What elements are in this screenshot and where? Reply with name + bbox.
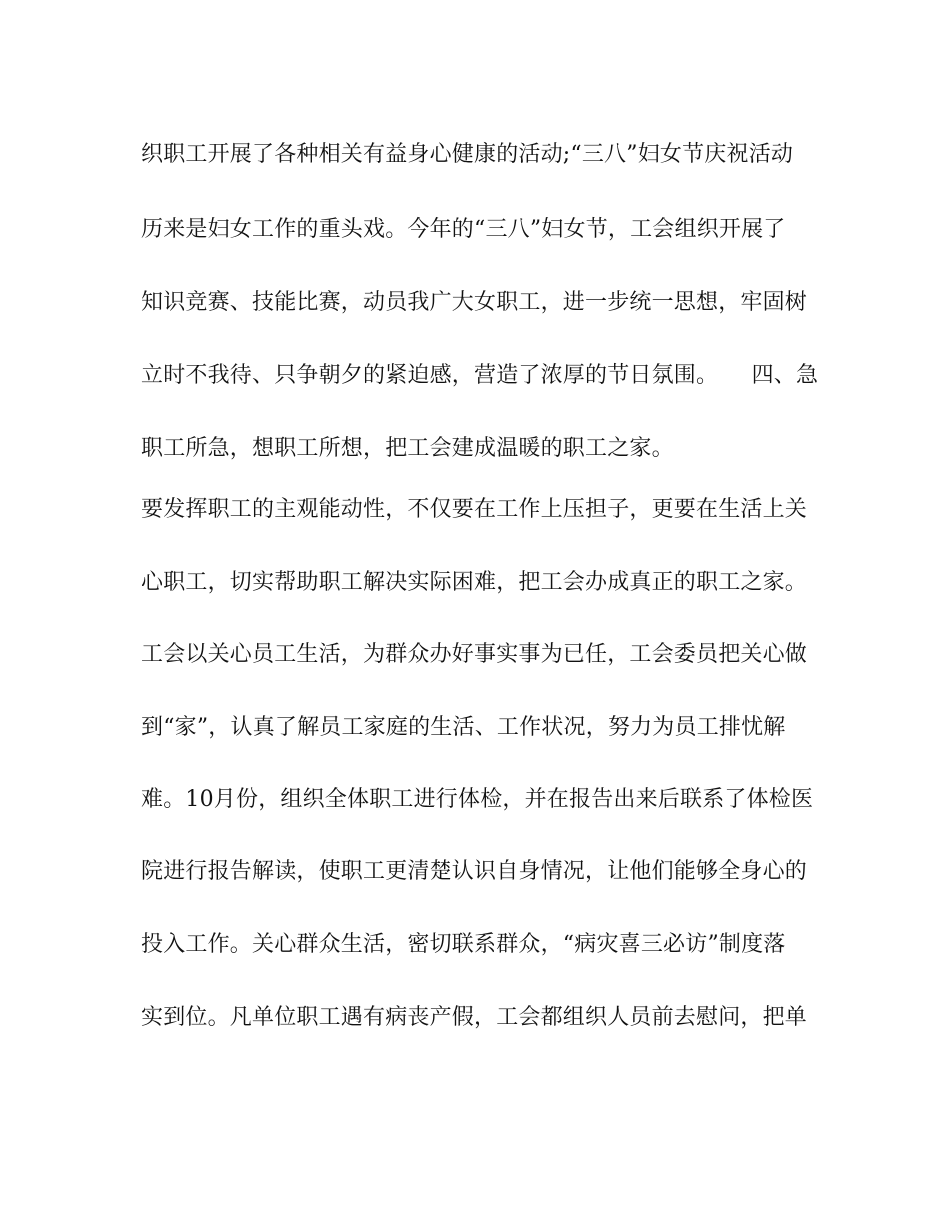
text-line: 投入工作。关心群众生活，密切联系群众，“病灾喜三必访”制度落 (141, 932, 786, 957)
text-line: 要发挥职工的主观能动性，不仅要在工作上压担子，更要在生活上关 (141, 497, 808, 522)
text-line: 难。10月份，组织全体职工进行体检，并在报告出来后联系了体检医 (141, 787, 814, 812)
text-line: 历来是妇女工作的重头戏。今年的“三八”妇女节，工会组织开展了 (141, 217, 786, 242)
text-line: 知识竞赛、技能比赛，动员我广大女职工，进一步统一思想，牢固树 (141, 290, 808, 315)
text-line: 工会以关心员工生活，为群众办好事实事为已任，工会委员把关心做 (141, 642, 808, 667)
text-line: 实到位。凡单位职工遇有病丧产假，工会都组织人员前去慰问，把单 (141, 1005, 808, 1030)
text-line: 到“家”，认真了解员工家庭的生活、工作状况，努力为员工排忧解 (141, 715, 786, 740)
text-line: 立时不我待、只争朝夕的紧迫感，营造了浓厚的节日氛围。 四、急 (141, 363, 819, 388)
text-line: 心职工，切实帮助职工解决实际困难，把工会办成真正的职工之家。 (141, 570, 808, 595)
text-line: 院进行报告解读，使职工更清楚认识自身情况，让他们能够全身心的 (141, 859, 808, 884)
text-line: 织职工开展了各种相关有益身心健康的活动;“三八”妇女节庆祝活动 (141, 142, 794, 167)
text-line: 职工所急，想职工所想，把工会建成温暖的职工之家。 (141, 436, 674, 461)
